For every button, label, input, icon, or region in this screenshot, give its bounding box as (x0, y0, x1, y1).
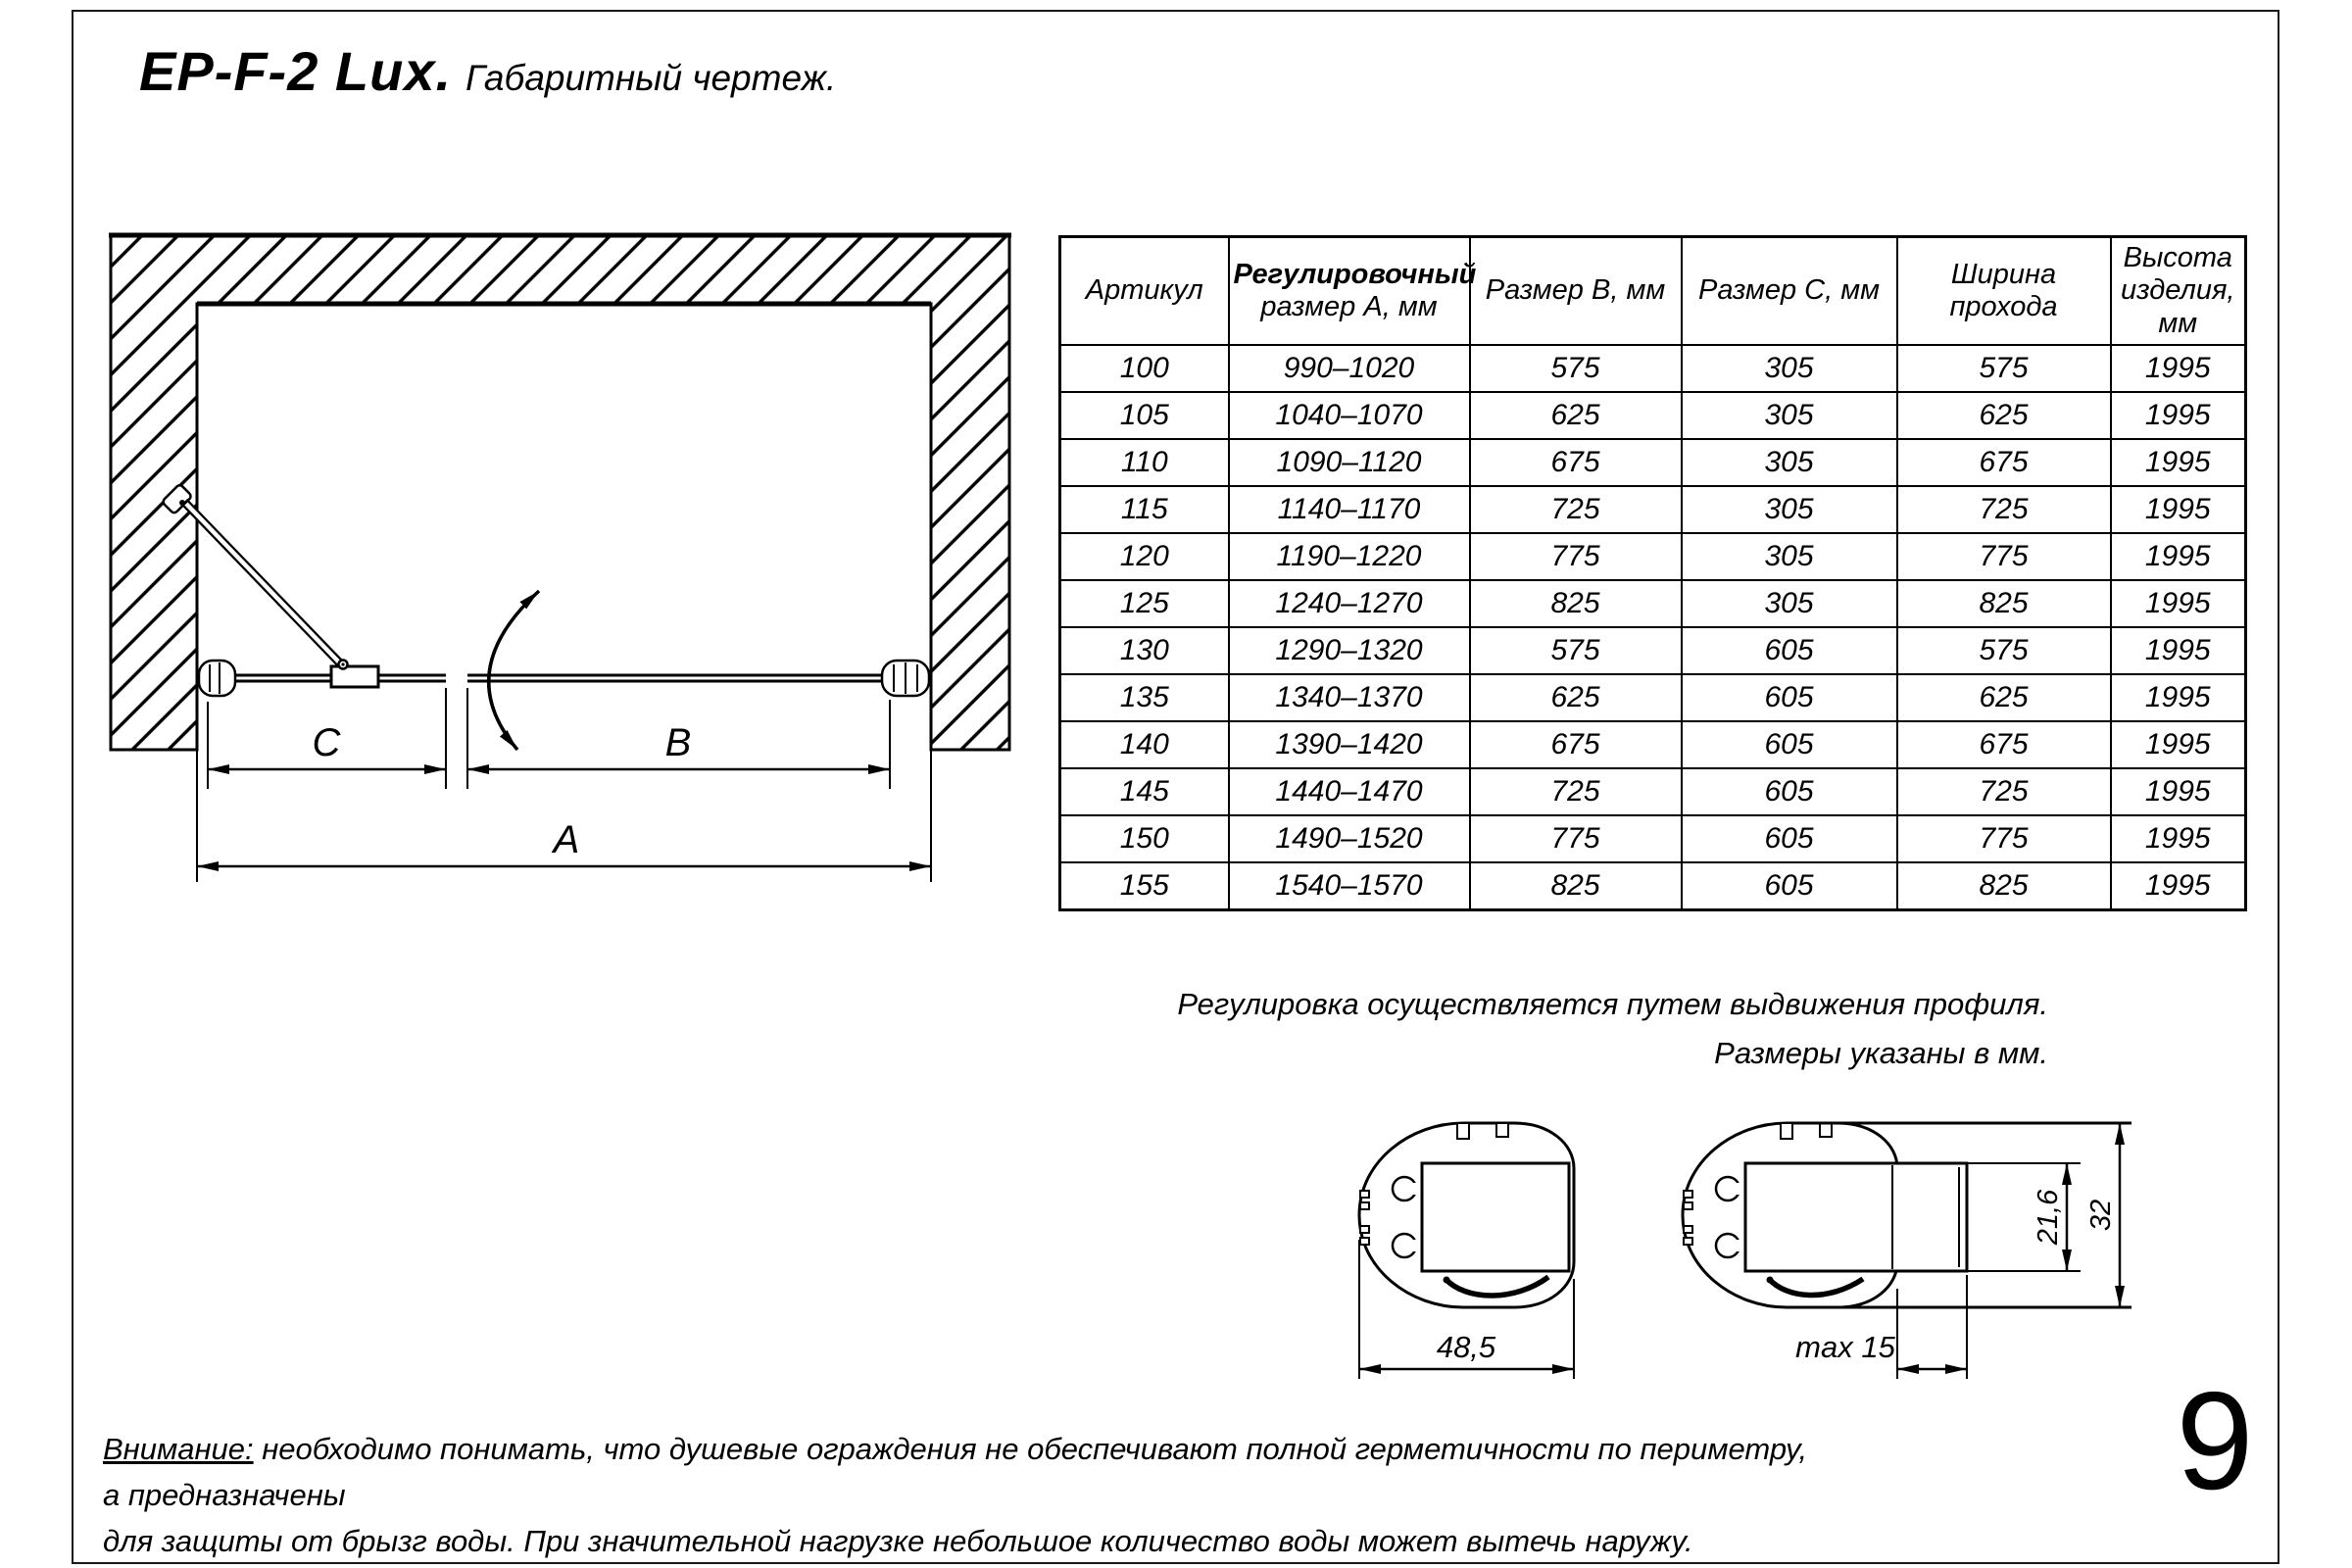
table-cell: 130 (1060, 627, 1229, 674)
table-cell: 1995 (2111, 392, 2246, 439)
table-cell: 675 (1470, 439, 1682, 486)
table-cell: 140 (1060, 721, 1229, 768)
size-table (1058, 235, 2247, 911)
table-cell: 990–1020 (1229, 345, 1470, 392)
table-cell: 1995 (2111, 768, 2246, 815)
warning-line-1: Внимание: необходимо понимать, что душевые ограждения не обеспечивают полной герметичности по периметру, а предназначены (103, 1432, 1808, 1512)
table-cell: 675 (1897, 439, 2111, 486)
table-row (1060, 345, 2246, 392)
table-row (1060, 674, 2246, 721)
table-row (1060, 392, 2246, 439)
table-cell: 725 (1897, 768, 2111, 815)
table-cell: 605 (1682, 627, 1897, 674)
table-cell: 775 (1897, 533, 2111, 580)
note-line-2: Размеры указаны в мм. (1714, 1036, 2048, 1070)
table-cell: 155 (1060, 862, 1229, 910)
table-cell: 605 (1682, 674, 1897, 721)
table-row (1060, 721, 2246, 768)
telescopic-insert (1745, 1163, 1967, 1271)
table-row (1060, 862, 2246, 910)
table-cell: 110 (1060, 439, 1229, 486)
wall-profile-left (199, 661, 235, 696)
col-header-size-b: Размер В, мм (1470, 237, 1682, 346)
table-cell: 575 (1897, 627, 2111, 674)
page-number: 9 (2176, 1363, 2254, 1519)
table-cell: 115 (1060, 486, 1229, 533)
table-row (1060, 486, 2246, 533)
profile-section-retracted (1359, 1123, 1574, 1379)
dim-label-48-5: 48,5 (1436, 1330, 1496, 1364)
table-cell: 105 (1060, 392, 1229, 439)
table-cell: 775 (1897, 815, 2111, 862)
dim-label-c: C (312, 721, 341, 764)
warning-label: Внимание: (103, 1432, 254, 1466)
dimension-c (208, 721, 446, 769)
table-cell: 1995 (2111, 486, 2246, 533)
table-cell: 1240–1270 (1229, 580, 1470, 627)
table-cell: 145 (1060, 768, 1229, 815)
table-cell: 675 (1470, 721, 1682, 768)
profile-cross-sections (1313, 1078, 2176, 1411)
table-cell: 135 (1060, 674, 1229, 721)
table-cell: 1090–1120 (1229, 439, 1470, 486)
dim-label-32: 32 (2085, 1199, 2117, 1232)
table-cell: 605 (1682, 815, 1897, 862)
table-cell: 1490–1520 (1229, 815, 1470, 862)
table-cell: 1995 (2111, 815, 2246, 862)
table-cell: 1190–1220 (1229, 533, 1470, 580)
table-cell: 120 (1060, 533, 1229, 580)
table-cell: 775 (1470, 533, 1682, 580)
table-cell: 825 (1470, 862, 1682, 910)
table-cell: 1040–1070 (1229, 392, 1470, 439)
dimension-a (197, 818, 931, 866)
dimension-b (467, 721, 890, 769)
dim-label-a: A (553, 818, 580, 861)
door-glass (467, 675, 882, 681)
dim-label-21-6: 21,6 (2033, 1189, 2064, 1246)
table-cell: 625 (1897, 392, 2111, 439)
support-bar-bracket (331, 661, 378, 688)
page-title (139, 39, 836, 103)
table-row (1060, 580, 2246, 627)
table-cell: 605 (1682, 721, 1897, 768)
table-cell: 675 (1897, 721, 2111, 768)
table-cell: 305 (1682, 439, 1897, 486)
table-cell: 605 (1682, 768, 1897, 815)
table-cell: 825 (1897, 580, 2111, 627)
table-cell: 625 (1470, 674, 1682, 721)
table-cell: 305 (1682, 392, 1897, 439)
table-cell: 125 (1060, 580, 1229, 627)
table-cell: 575 (1470, 345, 1682, 392)
table-cell: 1995 (2111, 862, 2246, 910)
table-row (1060, 533, 2246, 580)
table-cell: 725 (1470, 486, 1682, 533)
table-cell: 305 (1682, 486, 1897, 533)
table-cell: 1995 (2111, 580, 2246, 627)
table-cell: 1440–1470 (1229, 768, 1470, 815)
table-header-row (1060, 237, 2246, 346)
table-cell: 725 (1897, 486, 2111, 533)
table-cell: 1995 (2111, 439, 2246, 486)
table-cell: 825 (1897, 862, 2111, 910)
table-cell: 1540–1570 (1229, 862, 1470, 910)
table-row (1060, 627, 2246, 674)
table-cell: 305 (1682, 345, 1897, 392)
wall-section-hatched (111, 235, 1009, 750)
adjustment-note (1127, 980, 2048, 1078)
model-name: EP-F-2 Lux. (139, 40, 453, 102)
table-cell: 150 (1060, 815, 1229, 862)
table-cell: 1140–1170 (1229, 486, 1470, 533)
table-cell: 1995 (2111, 721, 2246, 768)
table-cell: 1995 (2111, 345, 2246, 392)
warning-text (103, 1426, 1828, 1564)
table-row (1060, 768, 2246, 815)
table-cell: 625 (1897, 674, 2111, 721)
table-cell: 775 (1470, 815, 1682, 862)
title-subtitle: Габаритный чертеж. (466, 58, 837, 98)
table-cell: 1995 (2111, 674, 2246, 721)
table-cell: 1340–1370 (1229, 674, 1470, 721)
profile-section-extended (1683, 1123, 2132, 1379)
table-cell: 725 (1470, 768, 1682, 815)
col-header-product-height: Высота изделия, мм (2111, 237, 2246, 346)
table-cell: 1995 (2111, 627, 2246, 674)
table-cell: 575 (1470, 627, 1682, 674)
table-row (1060, 815, 2246, 862)
table-cell: 1995 (2111, 533, 2246, 580)
table-cell: 1290–1320 (1229, 627, 1470, 674)
table-cell: 305 (1682, 580, 1897, 627)
table-cell: 1390–1420 (1229, 721, 1470, 768)
col-header-size-c: Размер С, мм (1682, 237, 1897, 346)
warning-line-2: для защиты от брызг воды. При значительной нагрузке небольшое количество воды может вытечь наружу. (103, 1524, 1693, 1558)
table-cell: 575 (1897, 345, 2111, 392)
dim-label-max15: max 15 (1795, 1330, 1895, 1364)
table-cell: 305 (1682, 533, 1897, 580)
wall-profile-right (882, 661, 929, 696)
door-swing-arc (489, 591, 539, 750)
col-header-article: Артикул (1060, 237, 1229, 346)
plan-view-drawing (98, 225, 1039, 902)
table-cell: 605 (1682, 862, 1897, 910)
table-cell: 625 (1470, 392, 1682, 439)
col-header-passage-width: Ширина прохода (1897, 237, 2111, 346)
table-row (1060, 439, 2246, 486)
col-header-size-a: Регулировочный размер А, мм (1229, 237, 1470, 346)
dim-label-b: B (664, 721, 692, 764)
note-line-1: Регулировка осуществляется путем выдвижения профиля. (1177, 987, 2048, 1021)
table-cell: 100 (1060, 345, 1229, 392)
table-cell: 825 (1470, 580, 1682, 627)
